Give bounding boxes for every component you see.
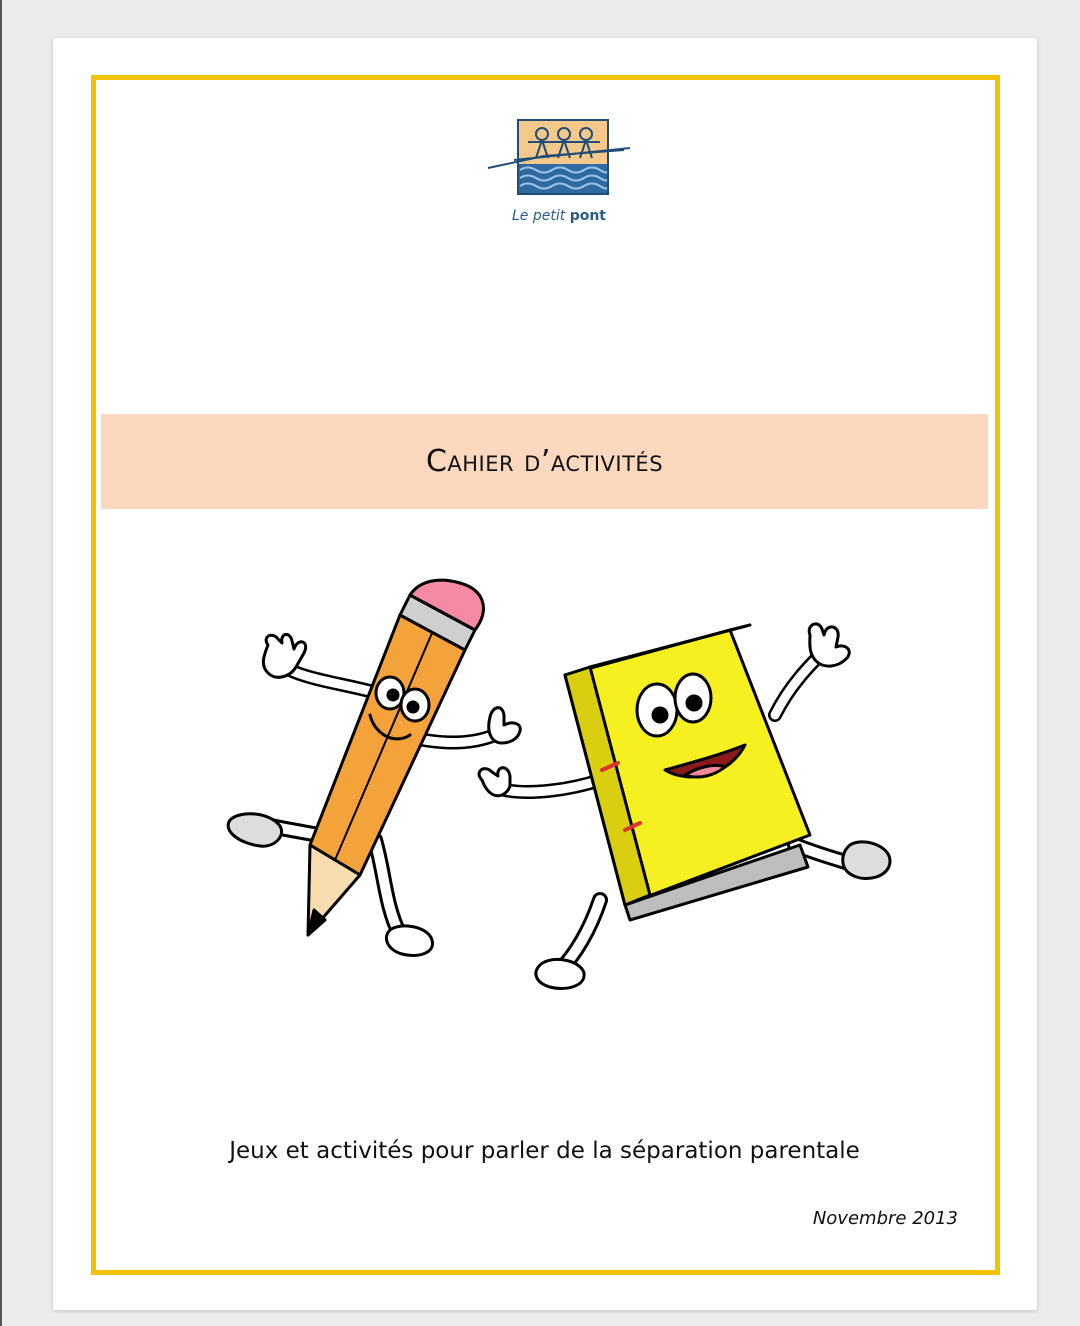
pencil-character [228,580,520,955]
title-band [101,414,988,509]
logo-text-light: Le petit [512,208,566,224]
document-date: Novembre 2013 [812,1208,958,1229]
window-edge [0,0,2,1326]
document-subtitle: Jeux et activités pour parler de la séparation parentale [229,1138,860,1164]
le-petit-pont-logo [484,112,634,236]
cartoon-illustration [210,575,910,1015]
book-character [479,624,890,989]
logo-wordmark [484,208,634,224]
logo-bridge-icon [484,112,634,208]
document-title: Cahier d’activités [425,444,664,479]
logo-text-bold: pont [569,208,606,224]
